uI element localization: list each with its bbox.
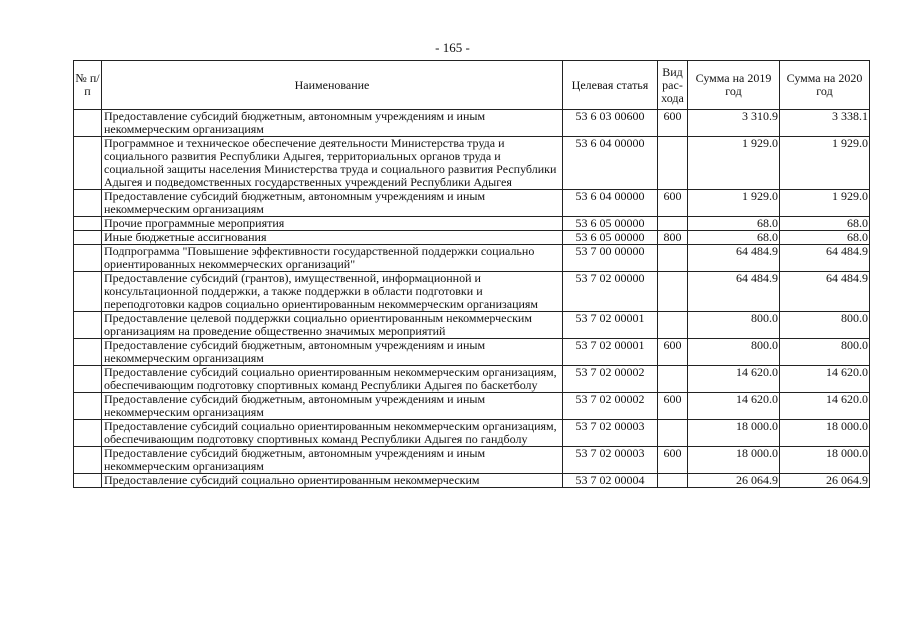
table-row	[74, 217, 870, 231]
cell-sum-2020: 68.0	[780, 231, 870, 245]
header-exp-type: Вид рас-хода	[658, 61, 688, 110]
cell-sum-2020: 68.0	[780, 217, 870, 231]
cell-num	[74, 245, 102, 272]
cell-sum-2020: 3 338.1	[780, 110, 870, 137]
cell-exp-type	[658, 474, 688, 488]
cell-exp-type: 800	[658, 231, 688, 245]
cell-exp-type	[658, 137, 688, 190]
table-row	[74, 110, 870, 137]
header-sum-2020: Сумма на 2020 год	[780, 61, 870, 110]
cell-name: Предоставление субсидий бюджетным, автономным учреждениям и иным некоммерческим организациям	[102, 447, 563, 474]
cell-num	[74, 137, 102, 190]
cell-sum-2019: 14 620.0	[688, 366, 780, 393]
cell-target: 53 6 04 00000	[563, 190, 658, 217]
table-row	[74, 312, 870, 339]
table-body	[74, 110, 870, 488]
cell-sum-2020: 18 000.0	[780, 447, 870, 474]
cell-target: 53 7 02 00002	[563, 366, 658, 393]
cell-sum-2020: 14 620.0	[780, 393, 870, 420]
cell-num	[74, 474, 102, 488]
table-row	[74, 231, 870, 245]
cell-name: Предоставление целевой поддержки социально ориентированным некоммерческим организациям на проведение общественно значимых мероприятий	[102, 312, 563, 339]
table-header-row	[74, 61, 870, 110]
cell-num	[74, 217, 102, 231]
cell-num	[74, 447, 102, 474]
cell-name: Подпрограмма "Повышение эффективности государственной поддержки социально ориентированных некоммерческих организаций"	[102, 245, 563, 272]
cell-sum-2019: 18 000.0	[688, 420, 780, 447]
table-row	[74, 393, 870, 420]
table-row	[74, 420, 870, 447]
cell-sum-2019: 64 484.9	[688, 245, 780, 272]
cell-sum-2020: 800.0	[780, 312, 870, 339]
cell-num	[74, 231, 102, 245]
cell-exp-type: 600	[658, 447, 688, 474]
cell-sum-2020: 18 000.0	[780, 420, 870, 447]
cell-sum-2019: 64 484.9	[688, 272, 780, 312]
cell-name: Прочие программные мероприятия	[102, 217, 563, 231]
table-row	[74, 447, 870, 474]
cell-target: 53 7 00 00000	[563, 245, 658, 272]
cell-exp-type	[658, 366, 688, 393]
cell-name: Предоставление субсидий социально ориентированным некоммерческим организациям, обеспечивающим подготовку спортивных команд Республики Адыгея по баскетболу	[102, 366, 563, 393]
cell-num	[74, 312, 102, 339]
cell-name: Иные бюджетные ассигнования	[102, 231, 563, 245]
cell-target: 53 7 02 00002	[563, 393, 658, 420]
cell-target: 53 7 02 00003	[563, 447, 658, 474]
cell-exp-type	[658, 312, 688, 339]
cell-exp-type: 600	[658, 110, 688, 137]
cell-exp-type: 600	[658, 190, 688, 217]
cell-sum-2019: 3 310.9	[688, 110, 780, 137]
cell-target: 53 7 02 00001	[563, 339, 658, 366]
cell-sum-2020: 14 620.0	[780, 366, 870, 393]
cell-sum-2019: 26 064.9	[688, 474, 780, 488]
cell-num	[74, 110, 102, 137]
table-row	[74, 137, 870, 190]
cell-sum-2019: 14 620.0	[688, 393, 780, 420]
cell-num	[74, 420, 102, 447]
budget-table	[73, 60, 870, 488]
table-row	[74, 272, 870, 312]
cell-target: 53 7 02 00004	[563, 474, 658, 488]
table-row	[74, 190, 870, 217]
header-sum-2019: Сумма на 2019 год	[688, 61, 780, 110]
table-row	[74, 366, 870, 393]
cell-sum-2019: 18 000.0	[688, 447, 780, 474]
header-target: Целевая статья	[563, 61, 658, 110]
cell-num	[74, 272, 102, 312]
cell-sum-2019: 1 929.0	[688, 137, 780, 190]
cell-sum-2020: 26 064.9	[780, 474, 870, 488]
cell-exp-type: 600	[658, 393, 688, 420]
cell-name: Предоставление субсидий бюджетным, автономным учреждениям и иным некоммерческим организациям	[102, 190, 563, 217]
header-num: № п/п	[74, 61, 102, 110]
cell-target: 53 6 03 00600	[563, 110, 658, 137]
cell-target: 53 7 02 00000	[563, 272, 658, 312]
cell-num	[74, 190, 102, 217]
cell-name: Предоставление субсидий бюджетным, автономным учреждениям и иным некоммерческим организациям	[102, 393, 563, 420]
cell-exp-type	[658, 420, 688, 447]
cell-sum-2020: 1 929.0	[780, 137, 870, 190]
cell-num	[74, 366, 102, 393]
cell-sum-2019: 800.0	[688, 339, 780, 366]
cell-name: Предоставление субсидий бюджетным, автономным учреждениям и иным некоммерческим организациям	[102, 110, 563, 137]
cell-target: 53 7 02 00003	[563, 420, 658, 447]
cell-target: 53 6 04 00000	[563, 137, 658, 190]
cell-exp-type: 600	[658, 339, 688, 366]
cell-sum-2020: 800.0	[780, 339, 870, 366]
page-number: - 165 -	[435, 40, 470, 55]
cell-exp-type	[658, 245, 688, 272]
cell-exp-type	[658, 217, 688, 231]
cell-sum-2020: 64 484.9	[780, 272, 870, 312]
table-row	[74, 245, 870, 272]
cell-name: Программное и техническое обеспечение деятельности Министерства труда и социального развития Республики Адыгея, территориальных органов труда и социальной защиты населения Министерства труда и социального развития Республики Адыгея и подведомственных государственных учреждений Республики Адыгея	[102, 137, 563, 190]
cell-target: 53 6 05 00000	[563, 217, 658, 231]
cell-sum-2020: 64 484.9	[780, 245, 870, 272]
cell-num	[74, 339, 102, 366]
cell-sum-2019: 1 929.0	[688, 190, 780, 217]
table-row	[74, 474, 870, 488]
cell-target: 53 7 02 00001	[563, 312, 658, 339]
cell-name: Предоставление субсидий социально ориентированным некоммерческим организациям, обеспечивающим подготовку спортивных команд Республики Адыгея по гандболу	[102, 420, 563, 447]
cell-exp-type	[658, 272, 688, 312]
cell-sum-2019: 68.0	[688, 231, 780, 245]
cell-sum-2019: 800.0	[688, 312, 780, 339]
cell-target: 53 6 05 00000	[563, 231, 658, 245]
header-name: Наименование	[102, 61, 563, 110]
cell-num	[74, 393, 102, 420]
cell-name: Предоставление субсидий социально ориентированным некоммерческим	[102, 474, 563, 488]
table-row	[74, 339, 870, 366]
cell-name: Предоставление субсидий (грантов), имущественной, информационной и консультационной поддержки, а также поддержки в области подготовки и переподготовки кадров социально ориентированным некоммерческим организациям	[102, 272, 563, 312]
cell-name: Предоставление субсидий бюджетным, автономным учреждениям и иным некоммерческим организациям	[102, 339, 563, 366]
cell-sum-2019: 68.0	[688, 217, 780, 231]
cell-sum-2020: 1 929.0	[780, 190, 870, 217]
